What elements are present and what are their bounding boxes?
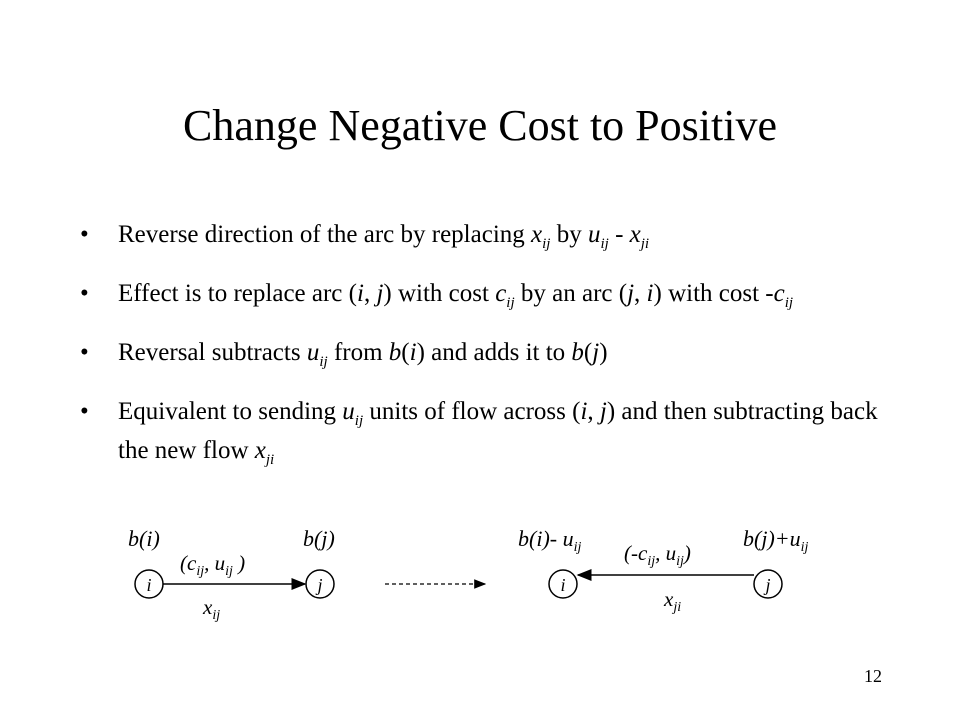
flow-label: $x_{ji}$ bbox=[664, 587, 682, 615]
bullet-text: Reverse direction of the arc by replacing $x_{ij}$ by $u_{ij} - x_{ji}$ bbox=[118, 221, 650, 252]
bullet-marker: • bbox=[80, 280, 89, 307]
supply-i-label: b(i)- $u_{ij}$ bbox=[518, 526, 582, 555]
bullet-marker: • bbox=[80, 398, 89, 425]
node-j-label: j bbox=[765, 575, 771, 595]
node-i-label: i bbox=[560, 575, 566, 595]
bullet-text: Reversal subtracts $u_{ij}$ from b(i) and adds it to b(j) bbox=[118, 339, 608, 370]
bullet-marker: • bbox=[80, 221, 89, 248]
arc-cost-capacity-label: ($-c_{ij}$, $u_{ij}$) bbox=[624, 541, 691, 569]
slide-title: Change Negative Cost to Positive bbox=[183, 101, 777, 150]
bullet-text: Equivalent to sending $u_{ij}$ units of flow across (i, j) and then subtracting back the new flow $x_{ji}$ bbox=[118, 398, 878, 468]
bullet-marker: • bbox=[80, 339, 89, 366]
page-number: 12 bbox=[864, 666, 882, 686]
node-i-label: i bbox=[146, 575, 152, 595]
flow-label: $x_{ij}$ bbox=[203, 595, 221, 623]
right-network bbox=[518, 526, 809, 615]
bullet-text: Effect is to replace arc (i, j) with cost $c_{ij}$ by an arc (j, i) with cost $-c_{ij}$ bbox=[118, 280, 794, 311]
node-j-label: j bbox=[317, 575, 323, 595]
left-network bbox=[128, 526, 335, 623]
supply-i-label: b(i) bbox=[128, 526, 160, 551]
arc-cost-capacity-label: ($c_{ij}$, $u_{ij}$ ) bbox=[180, 551, 246, 579]
supply-j-label: b(j) bbox=[303, 526, 335, 551]
supply-j-label: $b(j)+u_{ij}$ bbox=[743, 526, 809, 555]
